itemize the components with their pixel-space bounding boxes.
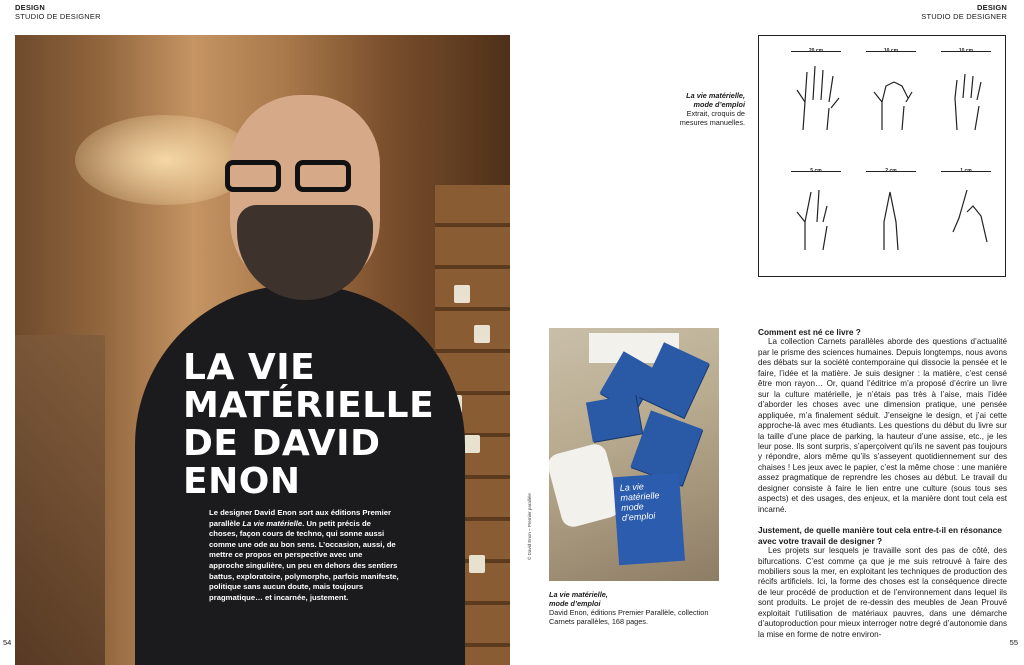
sketch-hand: 20 cm [781,48,851,148]
page-number-right: 55 [1009,638,1018,647]
subsection-label: STUDIO DE DESIGNER [15,12,101,21]
photo-credit: © David Enon – Premier parallèle [527,493,532,560]
sketch-hand: 10 cm [856,48,926,148]
answer-paragraph: La collection Carnets parallèles aborde des questions d’actualité par le prisme des sciences humaines. Depuis longtemps, nous avons des débats sur la société contemporaine qui dissocie la pensée et le faire, l’idée et la matière. Je suis designer : la matière, c’est censé être mon rayon… Or, quand l’éditrice m’a proposé d’écrire un livre sur la culture matérielle, je n’étais pas très à l’aise, mais l’idée d’aborder les choses avec une dimension pratique, une pensée appliquée, m’a finalement séduit. J’enseigne le design, et j’ai cette approche-là avec mes étudiants. Les questions du début du livre sur la taille d’une place de parking, la hauteur d’une assise, etc., je les leur pose. Ils sont surpris, s’aperçoivent qu’ils ne savent pas toujours y répondre, alors même qu’ils s’asseyent quotidiennement sur des chaises ! Les jeux avec le papier, c’est la même chose : une manière assez pragmatique de reprendre les choses au début. Le travail du designer consiste à faire le lien entre une culture (sous tous ses aspects) et des usages, des enjeux, et la manière dont tout cela est incarné. [758,337,1007,514]
answer-paragraph: Les projets sur lesquels je travaille sont des pas de côté, des bifurcations. C’est comme ça que je me suis retrouvé à faire des mobiliers sous la mer, en exploitant les techniques de production des récifs artificiels. Ici, la forme des choses est la conséquence directe de leur procédé de production et de l’environnement dans lequel ils sont produits. Le projet de re-dessin des meubles de Jean Prouvé exploitait l’utilisation de matériaux pauvres, dans une démarche d’autoproduction pour mieux interroger notre degré d’autonomie dans la mise en forme de notre environ- [758,546,1007,639]
subsection-label: STUDIO DE DESIGNER [921,12,1007,21]
sketch-hand: 2 cm [856,168,926,268]
sketch-hand: 5 cm [781,168,851,268]
book-cover: La vie matérielle mode d’emploi [613,473,685,565]
article-intro: Le designer David Enon sort aux éditions Premier parallèle La vie matérielle. Un petit précis de choses, façon cours de techno, qui sonne aussi comme une ode au bon sens. L’occasion, aussi, de mettre ce propos en perspective avec une approche singulière, un peu en dehors des sentiers battus, exploratoire, polymorphe, parfois manifeste, politique sans aucun doute, mais toujours pragmatique… et incarnée, justement. [209,508,399,602]
page-header-right [921,3,1007,21]
book-photo [549,328,719,581]
page-header-left [15,3,101,21]
book-caption: La vie matérielle, mode d’emploi David Enon, éditions Premier Parallèle, collection Carnets parallèles, 168 pages. [549,590,709,626]
section-label: DESIGN [15,3,45,12]
sketch-hand: 10 cm [931,48,1001,148]
article-title: LA VIE MATÉRIELLE DE DAVID ENON [183,347,435,502]
section-label: DESIGN [977,3,1007,12]
question-heading: Justement, de quelle manière tout cela entre-t-il en résonance avec votre travail de designer ? [758,525,1002,546]
glasses [225,160,365,194]
question-heading: Comment est né ce livre ? [758,327,861,337]
sketch-hand: 1 cm [931,168,1001,268]
hand-measure-sketch [758,35,1006,277]
interview-body [758,327,1007,640]
page-number-left: 54 [3,638,12,647]
sketch-caption: La vie matérielle, mode d’emploi Extrait, croquis de mesures manuelles. [679,91,745,127]
